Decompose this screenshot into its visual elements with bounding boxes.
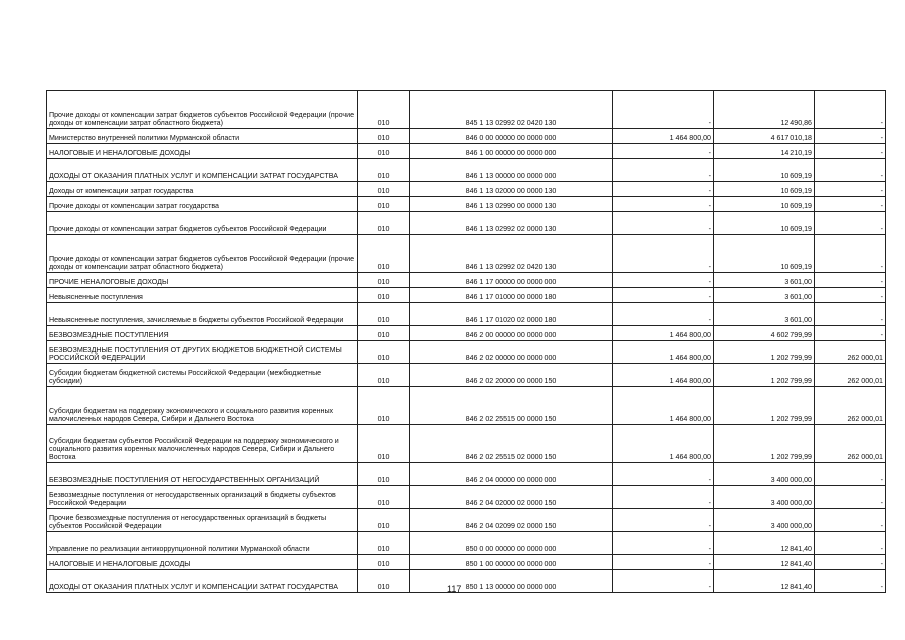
row-name: Субсидии бюджетам бюджетной системы Российской Федерации (межбюджетные субсидии) — [47, 364, 358, 387]
row-name: Субсидии бюджетам субъектов Российской Федерации на поддержку экономического и социального развития коренных малочисленных народов Севера, Сибири и Дальнего Востока — [47, 425, 358, 463]
row-name: Невыясненные поступления, зачисляемые в бюджеты субъектов Российской Федерации — [47, 303, 358, 326]
row-name: Прочие безвозмездные поступления от негосударственных организаций в бюджеты субъектов Российской Федерации — [47, 509, 358, 532]
row-name: Безвозмездные поступления от негосударственных организаций в бюджеты субъектов Российской Федерации — [47, 486, 358, 509]
table-row — [47, 532, 886, 555]
row-kbk: 850 1 00 00000 00 0000 000 — [410, 555, 613, 570]
row-name: Прочие доходы от компенсации затрат государства — [47, 197, 358, 212]
row-name: Прочие доходы от компенсации затрат бюджетов субъектов Российской Федерации — [47, 212, 358, 235]
row-kbk: 845 1 13 02992 02 0420 130 — [410, 91, 613, 129]
page-number: 117 — [447, 584, 462, 594]
row-name: БЕЗВОЗМЕЗДНЫЕ ПОСТУПЛЕНИЯ ОТ НЕГОСУДАРСТВЕННЫХ ОРГАНИЗАЦИЙ — [47, 463, 358, 486]
row-plan: - — [613, 235, 714, 273]
row-name: БЕЗВОЗМЕЗДНЫЕ ПОСТУПЛЕНИЯ — [47, 326, 358, 341]
row-plan: - — [613, 303, 714, 326]
row-rest: 262 000,01 — [815, 387, 886, 425]
row-fact: 14 210,19 — [714, 144, 815, 159]
table-row — [47, 159, 886, 182]
row-fact: 4 617 010,18 — [714, 129, 815, 144]
row-plan: 1 464 800,00 — [613, 341, 714, 364]
table-row — [47, 91, 886, 129]
row-kbk: 846 2 04 02099 02 0000 150 — [410, 509, 613, 532]
row-code: 010 — [358, 129, 410, 144]
row-kbk: 846 1 13 02992 02 0000 130 — [410, 212, 613, 235]
row-name: Прочие доходы от компенсации затрат бюджетов субъектов Российской Федерации (прочие доходы от компенсации затрат областного бюджета) — [47, 235, 358, 273]
row-code: 010 — [358, 509, 410, 532]
table-row — [47, 364, 886, 387]
row-plan: - — [613, 288, 714, 303]
row-plan: - — [613, 273, 714, 288]
row-code: 010 — [358, 144, 410, 159]
budget-sheet — [46, 90, 883, 593]
row-code: 010 — [358, 555, 410, 570]
row-fact: 12 490,86 — [714, 91, 815, 129]
table-row — [47, 463, 886, 486]
row-kbk: 846 1 17 00000 00 0000 000 — [410, 273, 613, 288]
row-name: Невыясненные поступления — [47, 288, 358, 303]
row-plan: - — [613, 532, 714, 555]
row-code: 010 — [358, 182, 410, 197]
row-rest: - — [815, 197, 886, 212]
row-rest: - — [815, 235, 886, 273]
row-code: 010 — [358, 570, 410, 593]
table-row — [47, 509, 886, 532]
row-plan: 1 464 800,00 — [613, 129, 714, 144]
row-rest: - — [815, 532, 886, 555]
row-fact: 3 400 000,00 — [714, 509, 815, 532]
row-rest: - — [815, 129, 886, 144]
row-fact: 1 202 799,99 — [714, 341, 815, 364]
row-kbk: 846 1 13 00000 00 0000 000 — [410, 159, 613, 182]
row-code: 010 — [358, 288, 410, 303]
row-plan: - — [613, 555, 714, 570]
table-row — [47, 144, 886, 159]
table-row — [47, 235, 886, 273]
row-fact: 3 400 000,00 — [714, 486, 815, 509]
row-plan: - — [613, 570, 714, 593]
row-rest: 262 000,01 — [815, 425, 886, 463]
row-plan: 1 464 800,00 — [613, 387, 714, 425]
row-rest: 262 000,01 — [815, 341, 886, 364]
row-kbk: 846 2 02 00000 00 0000 000 — [410, 341, 613, 364]
row-code: 010 — [358, 273, 410, 288]
row-plan: - — [613, 159, 714, 182]
row-plan: - — [613, 463, 714, 486]
row-kbk: 846 1 00 00000 00 0000 000 — [410, 144, 613, 159]
table-row — [47, 425, 886, 463]
row-rest: - — [815, 91, 886, 129]
row-kbk: 846 1 17 01020 02 0000 180 — [410, 303, 613, 326]
table-row — [47, 555, 886, 570]
row-rest: - — [815, 509, 886, 532]
row-rest: - — [815, 159, 886, 182]
row-name: БЕЗВОЗМЕЗДНЫЕ ПОСТУПЛЕНИЯ ОТ ДРУГИХ БЮДЖЕТОВ БЮДЖЕТНОЙ СИСТЕМЫ РОССИЙСКОЙ ФЕДЕРАЦИИ — [47, 341, 358, 364]
row-fact: 12 841,40 — [714, 570, 815, 593]
row-name: ДОХОДЫ ОТ ОКАЗАНИЯ ПЛАТНЫХ УСЛУГ И КОМПЕНСАЦИИ ЗАТРАТ ГОСУДАРСТВА — [47, 159, 358, 182]
row-kbk: 846 0 00 00000 00 0000 000 — [410, 129, 613, 144]
row-fact: 3 601,00 — [714, 288, 815, 303]
row-name: ДОХОДЫ ОТ ОКАЗАНИЯ ПЛАТНЫХ УСЛУГ И КОМПЕНСАЦИИ ЗАТРАТ ГОСУДАРСТВА — [47, 570, 358, 593]
row-kbk: 846 2 02 25515 00 0000 150 — [410, 387, 613, 425]
row-plan: 1 464 800,00 — [613, 364, 714, 387]
row-rest: - — [815, 486, 886, 509]
row-code: 010 — [358, 364, 410, 387]
row-plan: - — [613, 197, 714, 212]
row-fact: 10 609,19 — [714, 159, 815, 182]
row-plan: - — [613, 182, 714, 197]
row-kbk: 850 0 00 00000 00 0000 000 — [410, 532, 613, 555]
row-fact: 10 609,19 — [714, 182, 815, 197]
row-code: 010 — [358, 303, 410, 326]
row-kbk: 846 1 13 02992 02 0420 130 — [410, 235, 613, 273]
table-row — [47, 197, 886, 212]
row-fact: 10 609,19 — [714, 235, 815, 273]
row-plan: - — [613, 212, 714, 235]
row-fact: 1 202 799,99 — [714, 387, 815, 425]
budget-table — [46, 90, 886, 593]
row-name: ПРОЧИЕ НЕНАЛОГОВЫЕ ДОХОДЫ — [47, 273, 358, 288]
table-row — [47, 326, 886, 341]
row-fact: 1 202 799,99 — [714, 425, 815, 463]
table-row — [47, 288, 886, 303]
row-fact: 10 609,19 — [714, 212, 815, 235]
row-rest: - — [815, 212, 886, 235]
row-code: 010 — [358, 341, 410, 364]
row-kbk: 846 2 02 25515 02 0000 150 — [410, 425, 613, 463]
row-rest: 262 000,01 — [815, 364, 886, 387]
row-code: 010 — [358, 91, 410, 129]
row-fact: 3 601,00 — [714, 273, 815, 288]
row-fact: 1 202 799,99 — [714, 364, 815, 387]
row-code: 010 — [358, 326, 410, 341]
row-name: Доходы от компенсации затрат государства — [47, 182, 358, 197]
row-kbk: 846 1 13 02000 00 0000 130 — [410, 182, 613, 197]
row-name: НАЛОГОВЫЕ И НЕНАЛОГОВЫЕ ДОХОДЫ — [47, 144, 358, 159]
row-kbk: 846 2 02 20000 00 0000 150 — [410, 364, 613, 387]
table-row — [47, 129, 886, 144]
row-kbk: 846 2 00 00000 00 0000 000 — [410, 326, 613, 341]
row-code: 010 — [358, 387, 410, 425]
row-rest: - — [815, 570, 886, 593]
row-code: 010 — [358, 197, 410, 212]
row-kbk: 846 1 17 01000 00 0000 180 — [410, 288, 613, 303]
row-code: 010 — [358, 235, 410, 273]
table-row — [47, 341, 886, 364]
table-row — [47, 486, 886, 509]
row-fact: 3 601,00 — [714, 303, 815, 326]
row-name: Управление по реализации антикоррупционной политики Мурманской области — [47, 532, 358, 555]
row-kbk: 846 2 04 02000 02 0000 150 — [410, 486, 613, 509]
row-plan: 1 464 800,00 — [613, 425, 714, 463]
row-plan: - — [613, 91, 714, 129]
row-code: 010 — [358, 532, 410, 555]
row-code: 010 — [358, 212, 410, 235]
row-code: 010 — [358, 486, 410, 509]
table-row — [47, 212, 886, 235]
budget-table-body — [47, 91, 886, 593]
row-name: Прочие доходы от компенсации затрат бюджетов субъектов Российской Федерации (прочие доходы от компенсации затрат областного бюджета) — [47, 91, 358, 129]
row-kbk: 846 2 04 00000 00 0000 000 — [410, 463, 613, 486]
row-code: 010 — [358, 463, 410, 486]
row-rest: - — [815, 326, 886, 341]
row-kbk: 850 1 13 00000 00 0000 000 — [410, 570, 613, 593]
table-row — [47, 182, 886, 197]
row-fact: 12 841,40 — [714, 532, 815, 555]
row-name: Субсидии бюджетам на поддержку экономического и социального развития коренных малочисленных народов Севера, Сибири и Дальнего Востока — [47, 387, 358, 425]
row-rest: - — [815, 144, 886, 159]
table-row — [47, 570, 886, 593]
row-name: Министерство внутренней политики Мурманской области — [47, 129, 358, 144]
row-rest: - — [815, 303, 886, 326]
row-plan: 1 464 800,00 — [613, 326, 714, 341]
table-row — [47, 273, 886, 288]
table-row — [47, 387, 886, 425]
row-fact: 12 841,40 — [714, 555, 815, 570]
row-fact: 4 602 799,99 — [714, 326, 815, 341]
row-plan: - — [613, 144, 714, 159]
row-code: 010 — [358, 425, 410, 463]
table-row — [47, 303, 886, 326]
row-rest: - — [815, 555, 886, 570]
row-code: 010 — [358, 159, 410, 182]
row-rest: - — [815, 182, 886, 197]
row-rest: - — [815, 288, 886, 303]
row-fact: 3 400 000,00 — [714, 463, 815, 486]
row-rest: - — [815, 273, 886, 288]
row-plan: - — [613, 509, 714, 532]
row-plan: - — [613, 486, 714, 509]
row-fact: 10 609,19 — [714, 197, 815, 212]
row-name: НАЛОГОВЫЕ И НЕНАЛОГОВЫЕ ДОХОДЫ — [47, 555, 358, 570]
row-kbk: 846 1 13 02990 00 0000 130 — [410, 197, 613, 212]
row-rest: - — [815, 463, 886, 486]
